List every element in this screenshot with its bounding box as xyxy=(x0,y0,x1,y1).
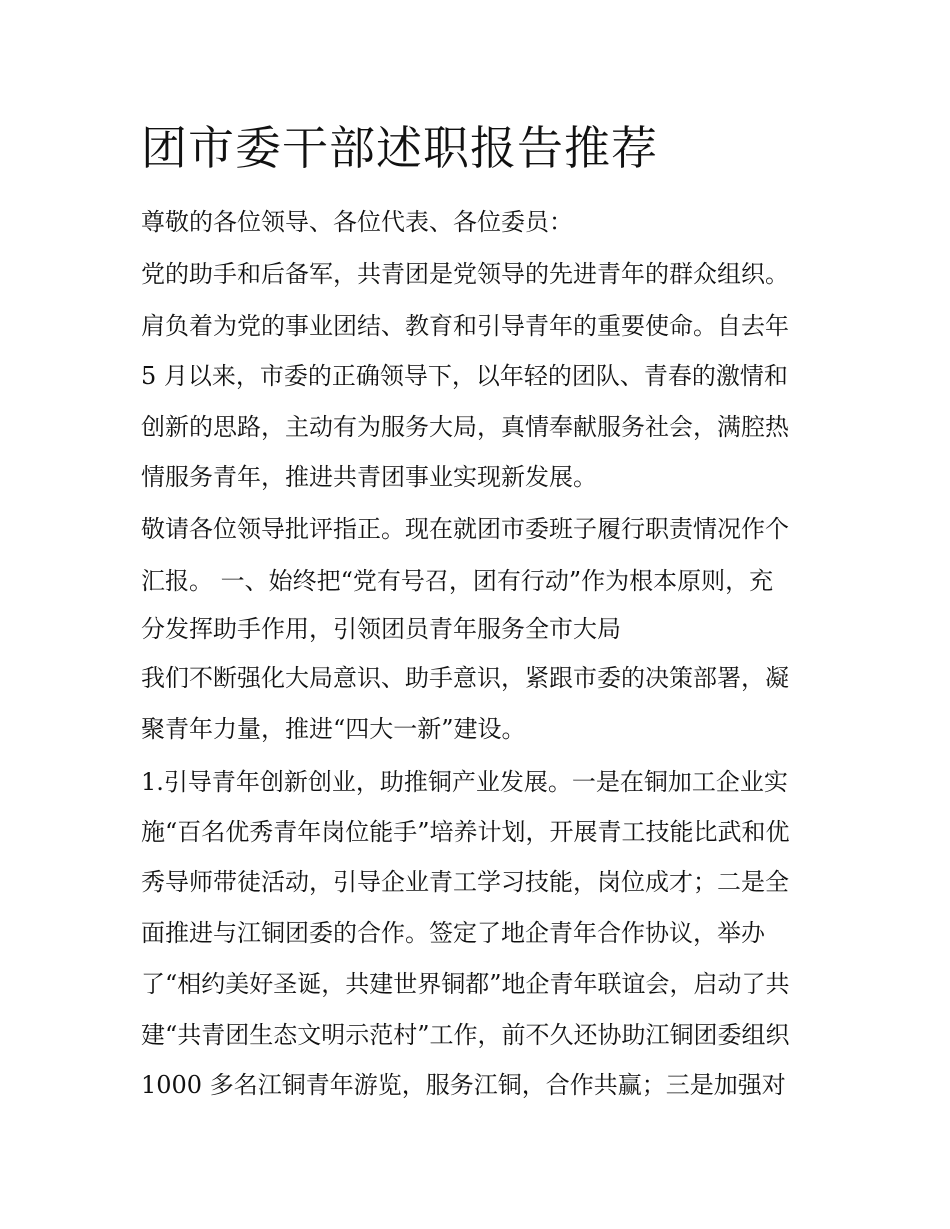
body-line: 1000 多名江铜青年游览，服务江铜，合作共赢；三是加强对 xyxy=(141,1071,786,1099)
body-line: 党的助手和后备军，共青团是党领导的先进青年的群众组织。 xyxy=(141,260,789,288)
body-line: 施“百名优秀青年岗位能手”培养计划，开展青工技能比武和优 xyxy=(141,818,790,846)
body-line: 敬请各位领导批评指正。现在就团市委班子履行职责情况作个 xyxy=(141,515,789,543)
body-line: 1.引导青年创新创业，助推铜产业发展。一是在铜加工企业实 xyxy=(141,768,788,796)
body-line: 分发挥助手作用，引领团员青年服务全市大局 xyxy=(141,615,621,643)
body-line: 创新的思路，主动有为服务大局，真情奉献服务社会，满腔热 xyxy=(141,413,789,441)
document-title: 团市委干部述职报告推荐 xyxy=(141,121,658,175)
body-line: 了“相约美好圣诞，共建世界铜都”地企青年联谊会，启动了共 xyxy=(141,970,790,998)
body-line: 我们不断强化大局意识、助手意识，紧跟市委的决策部署，凝 xyxy=(141,664,789,692)
body-line: 5 月以来，市委的正确领导下，以年轻的团队、青春的激情和 xyxy=(141,362,788,390)
body-line: 建“共青团生态文明示范村”工作，前不久还协助江铜团委组织 xyxy=(141,1021,790,1049)
body-line: 肩负着为党的事业团结、教育和引导青年的重要使命。自去年 xyxy=(141,312,789,340)
body-line: 秀导师带徒活动，引导企业青工学习技能，岗位成才；二是全 xyxy=(141,868,789,896)
body-line: 汇报。 一、始终把“党有号召，团有行动”作为根本原则，充 xyxy=(141,567,774,595)
body-line: 尊敬的各位领导、各位代表、各位委员： xyxy=(141,208,573,236)
body-line: 聚青年力量，推进“四大一新”建设。 xyxy=(141,715,526,743)
body-line: 面推进与江铜团委的合作。签定了地企青年合作协议，举办 xyxy=(141,919,765,947)
body-line: 情服务青年，推进共青团事业实现新发展。 xyxy=(141,463,597,491)
